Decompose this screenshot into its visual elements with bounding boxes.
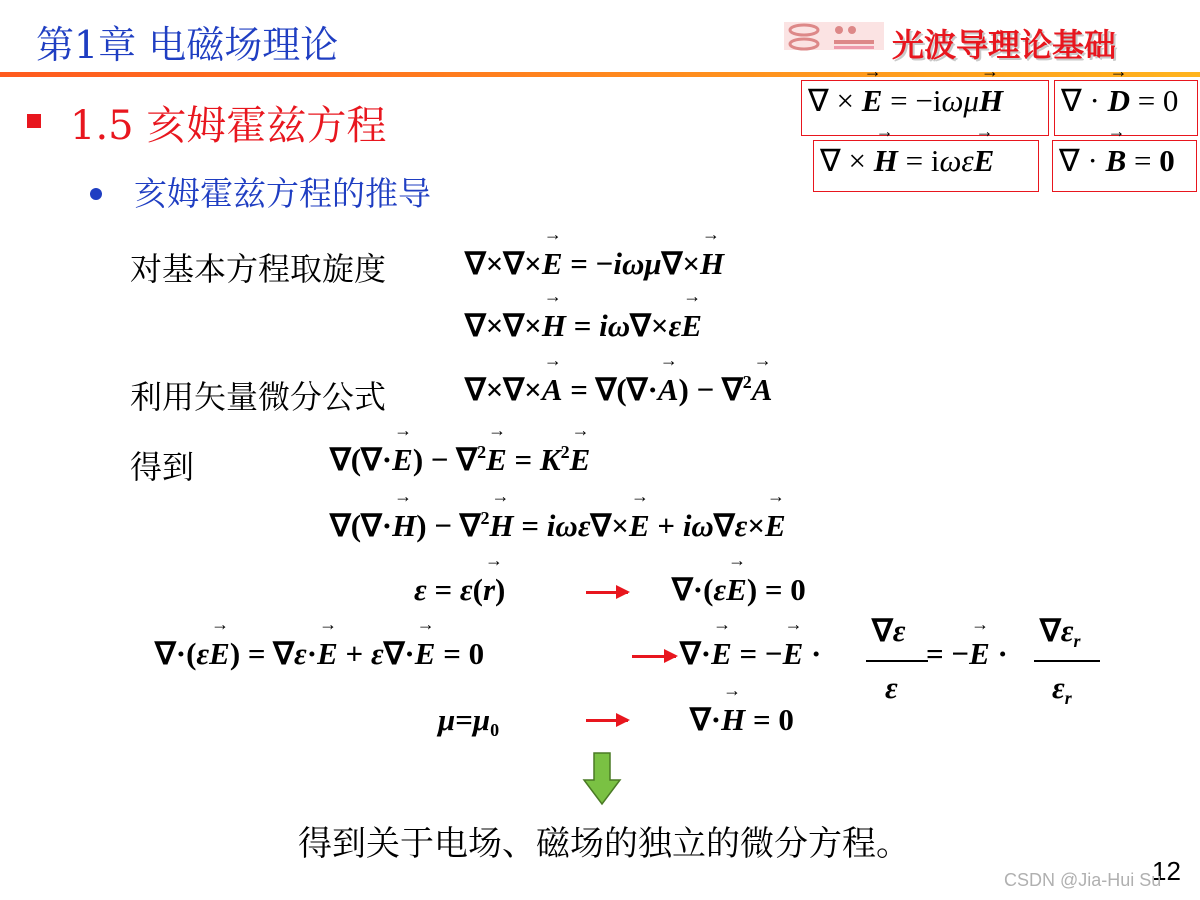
maxwell-curl-e-box: ∇ × → E = −iωμ→ H	[801, 80, 1049, 136]
chapter-title: 第1章 电磁场理论	[36, 23, 339, 67]
maxwell-div-b-box: ∇ · → B = 0	[1052, 140, 1197, 192]
subsection-title: 亥姆霍兹方程的推导	[134, 174, 431, 213]
label-obtain: 得到	[130, 448, 195, 486]
fraction-denominator: ε	[885, 670, 898, 705]
header-divider	[0, 72, 1200, 77]
equation-div-expansion: ∇·(ε→ E) = ∇ε·→ E + ε∇·→ E = 0	[155, 636, 484, 672]
watermark: CSDN @Jia-Hui Su	[1004, 870, 1162, 890]
equation-vector-identity: ∇×∇×→ A = ∇(∇·→ A) − ∇$^2$→ A	[465, 372, 772, 408]
conclusion-text: 得到关于电场、磁场的独立的微分方程。	[298, 824, 910, 864]
equation-curl-curl-e: ∇×∇×→ E = −iωμ∇×→ H	[465, 246, 724, 282]
right-arrow-icon	[586, 719, 628, 722]
maxwell-div-d-box: ∇ · → D = 0	[1054, 80, 1198, 136]
equation-h-wave: ∇(∇·→ H) − ∇$^2$→ H = iωε∇×→ E + iω∇ε×→ E	[330, 508, 786, 544]
page-number: 12	[1152, 856, 1181, 886]
equation-e-wave: ∇(∇·→ $E) - \nabla^2\to E = K^2\to E$	[330, 442, 590, 478]
equation-div-e: ∇·→ E = −→ E ·	[680, 636, 821, 672]
fraction-numerator: ∇ε	[872, 613, 906, 648]
label-take-curl: 对基本方程取旋度	[130, 250, 387, 288]
fraction-bar	[1034, 660, 1100, 662]
fraction-denominator: $\varepsilon_r$	[1052, 670, 1072, 708]
right-arrow-icon	[586, 591, 628, 594]
section-title: 1.5 亥姆霍兹方程	[70, 103, 387, 149]
equation-curl-curl-h: ∇×∇×→ H = iω∇×ε→ E	[465, 308, 702, 344]
waveguide-logo-icon	[784, 16, 884, 56]
right-arrow-icon	[632, 655, 676, 658]
equation-epsilon-r: ε = ε(→ r)	[414, 572, 505, 608]
course-title: 光波导理论基础	[892, 26, 1117, 64]
equation-div-eps-e: ∇·(ε→ E) = 0	[672, 572, 806, 608]
label-vector-identity: 利用矢量微分公式	[130, 378, 387, 416]
round-bullet-icon	[90, 188, 102, 200]
maxwell-curl-h-box: ∇ × → H = iωε→ E	[813, 140, 1039, 192]
equation-mu-mu0: $\mu=\mu_0$	[438, 702, 500, 740]
fraction-bar	[866, 660, 928, 662]
square-bullet-icon	[27, 114, 41, 128]
fraction-numerator: $\nabla\varepsilon_r$	[1040, 613, 1081, 651]
equation-div-h: ∇·→ H = 0	[690, 702, 794, 738]
down-arrow-icon	[582, 752, 622, 806]
equation-div-e-relative: = −→ E ·	[926, 636, 1008, 672]
